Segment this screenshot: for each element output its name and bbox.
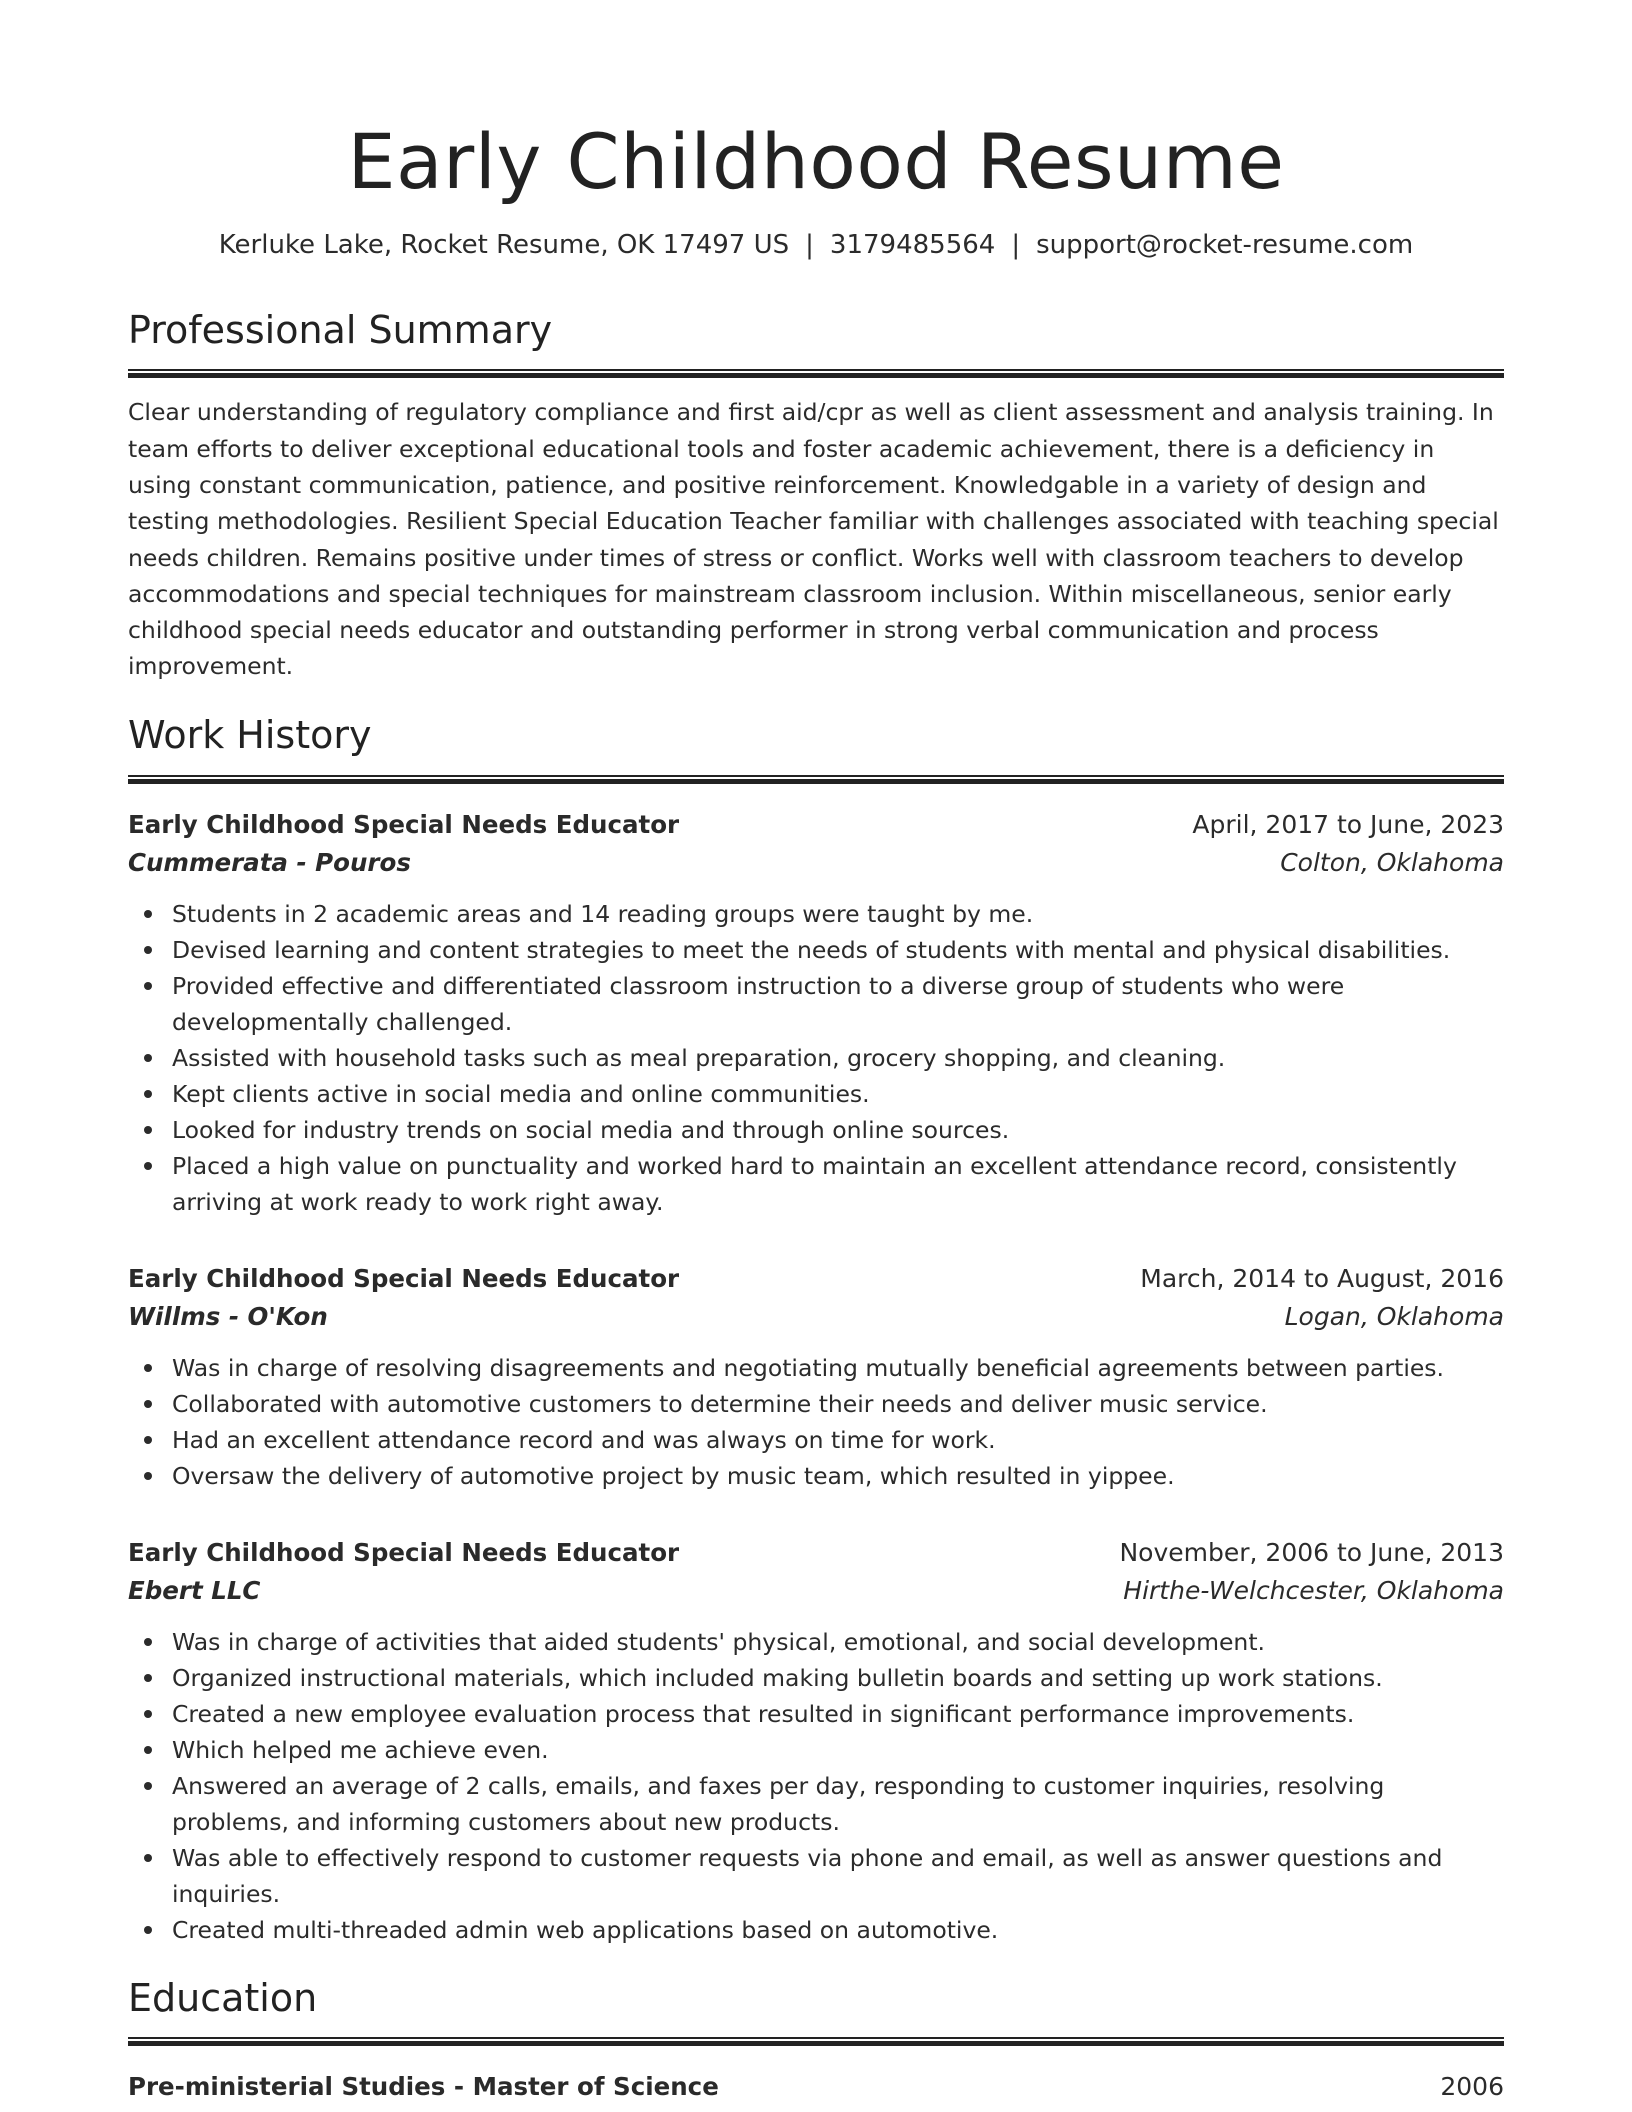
job-entry (128, 806, 1504, 1220)
job-bullet: Was in charge of activities that aided students' physical, emotional, and social development. (128, 1624, 1504, 1660)
job-company: Willms - O'Kon (128, 1301, 328, 1331)
job-bullet: Provided effective and differentiated classroom instruction to a diverse group of students who were developmentally challenged. (128, 968, 1504, 1040)
education-section (128, 1975, 1504, 2107)
job-dates: April, 2017 to June, 2023 (1192, 809, 1504, 839)
job-bullet: Oversaw the delivery of automotive project by music team, which resulted in yippee. (128, 1458, 1504, 1494)
section-divider (128, 369, 1504, 378)
summary-text: Clear understanding of regulatory compliance and first aid/cpr as well as client assessment and analysis training. In team efforts to deliver exceptional educational tools and foster academic achievement, there is a deficiency in using constant communication, patience, and positive reinforcement. Knowledgable in a variety of design and testing methodologies. Resilient Special Education Teacher familiar with challenges associated with teaching special needs children. Remains positive under times of stress or conflict. Works well with classroom teachers to develop accommodations and special techniques for mainstream classroom inclusion. Within miscellaneous, senior early childhood special needs educator and outstanding performer in strong verbal communication and process improvement. (128, 398, 1499, 681)
job-title: Early Childhood Special Needs Educator (128, 809, 680, 839)
job-bullet: Was in charge of resolving disagreements and negotiating mutually beneficial agreements between parties. (128, 1350, 1504, 1386)
job-company-row (128, 1572, 1504, 1610)
job-bullet: Created multi-threaded admin web applications based on automotive. (128, 1912, 1504, 1948)
job-location: Logan, Oklahoma (1284, 1301, 1504, 1331)
job-bullet: Answered an average of 2 calls, emails, and faxes per day, responding to customer inquiries, resolving problems, and informing customers about new products. (128, 1768, 1504, 1840)
job-bullet: Students in 2 academic areas and 14 reading groups were taught by me. (128, 896, 1504, 932)
contact-email: support@rocket-resume.com (1036, 229, 1414, 260)
job-dates: November, 2006 to June, 2013 (1119, 1537, 1504, 1567)
job-company-row (128, 1298, 1504, 1336)
job-bullet: Kept clients active in social media and online communities. (128, 1076, 1504, 1112)
contact-line (128, 230, 1504, 260)
job-bullet: Assisted with household tasks such as meal preparation, grocery shopping, and cleaning. (128, 1040, 1504, 1076)
contact-address: Kerluke Lake, Rocket Resume, OK 17497 US (218, 229, 790, 260)
section-heading-education: Education (128, 1975, 318, 2020)
job-bullet-list (128, 896, 1504, 1220)
section-divider (128, 2037, 1504, 2046)
job-title: Early Childhood Special Needs Educator (128, 1537, 680, 1567)
job-entry (128, 1260, 1504, 1494)
job-bullet-list (128, 1350, 1504, 1494)
summary-section (128, 307, 1504, 685)
job-bullet: Collaborated with automotive customers to determine their needs and deliver music service. (128, 1386, 1504, 1422)
contact-phone: 3179485564 (829, 229, 996, 260)
job-bullet: Had an excellent attendance record and was always on time for work. (128, 1422, 1504, 1458)
resume-title: Early Childhood Resume (347, 117, 1285, 206)
job-entry (128, 1534, 1504, 1948)
section-heading-summary: Professional Summary (128, 307, 553, 352)
job-bullet: Organized instructional materials, which included making bulletin boards and setting up work stations. (128, 1660, 1504, 1696)
job-bullet: Created a new employee evaluation process that resulted in significant performance improvements. (128, 1696, 1504, 1732)
section-divider (128, 775, 1504, 784)
job-company: Ebert LLC (128, 1575, 261, 1605)
job-bullet: Placed a high value on punctuality and worked hard to maintain an excellent attendance record, consistently arriving at work ready to work right away. (128, 1148, 1504, 1220)
education-degree: Pre-ministerial Studies - Master of Science (128, 2072, 719, 2102)
job-header-row (128, 806, 1504, 844)
job-bullet: Was able to effectively respond to customer requests via phone and email, as well as answer questions and inquiries. (128, 1840, 1504, 1912)
job-bullet: Which helped me achieve even. (128, 1732, 1504, 1768)
job-location: Colton, Oklahoma (1280, 847, 1504, 877)
contact-separator: | (1011, 229, 1021, 260)
job-company: Cummerata - Pouros (128, 847, 411, 877)
job-bullet: Looked for industry trends on social media and through online sources. (128, 1112, 1504, 1148)
job-title: Early Childhood Special Needs Educator (128, 1263, 680, 1293)
job-location: Hirthe-Welchcester, Oklahoma (1123, 1575, 1504, 1605)
work-history-section (128, 712, 1504, 1948)
section-heading-work: Work History (128, 712, 372, 757)
job-bullet-list (128, 1624, 1504, 1948)
contact-separator: | (805, 229, 814, 260)
job-header-row (128, 1260, 1504, 1298)
education-entry (128, 2068, 1504, 2106)
job-dates: March, 2014 to August, 2016 (1140, 1263, 1504, 1293)
education-year: 2006 (1440, 2072, 1504, 2102)
job-bullet: Devised learning and content strategies to meet the needs of students with mental and physical disabilities. (128, 932, 1504, 968)
job-company-row (128, 844, 1504, 882)
job-header-row (128, 1534, 1504, 1572)
